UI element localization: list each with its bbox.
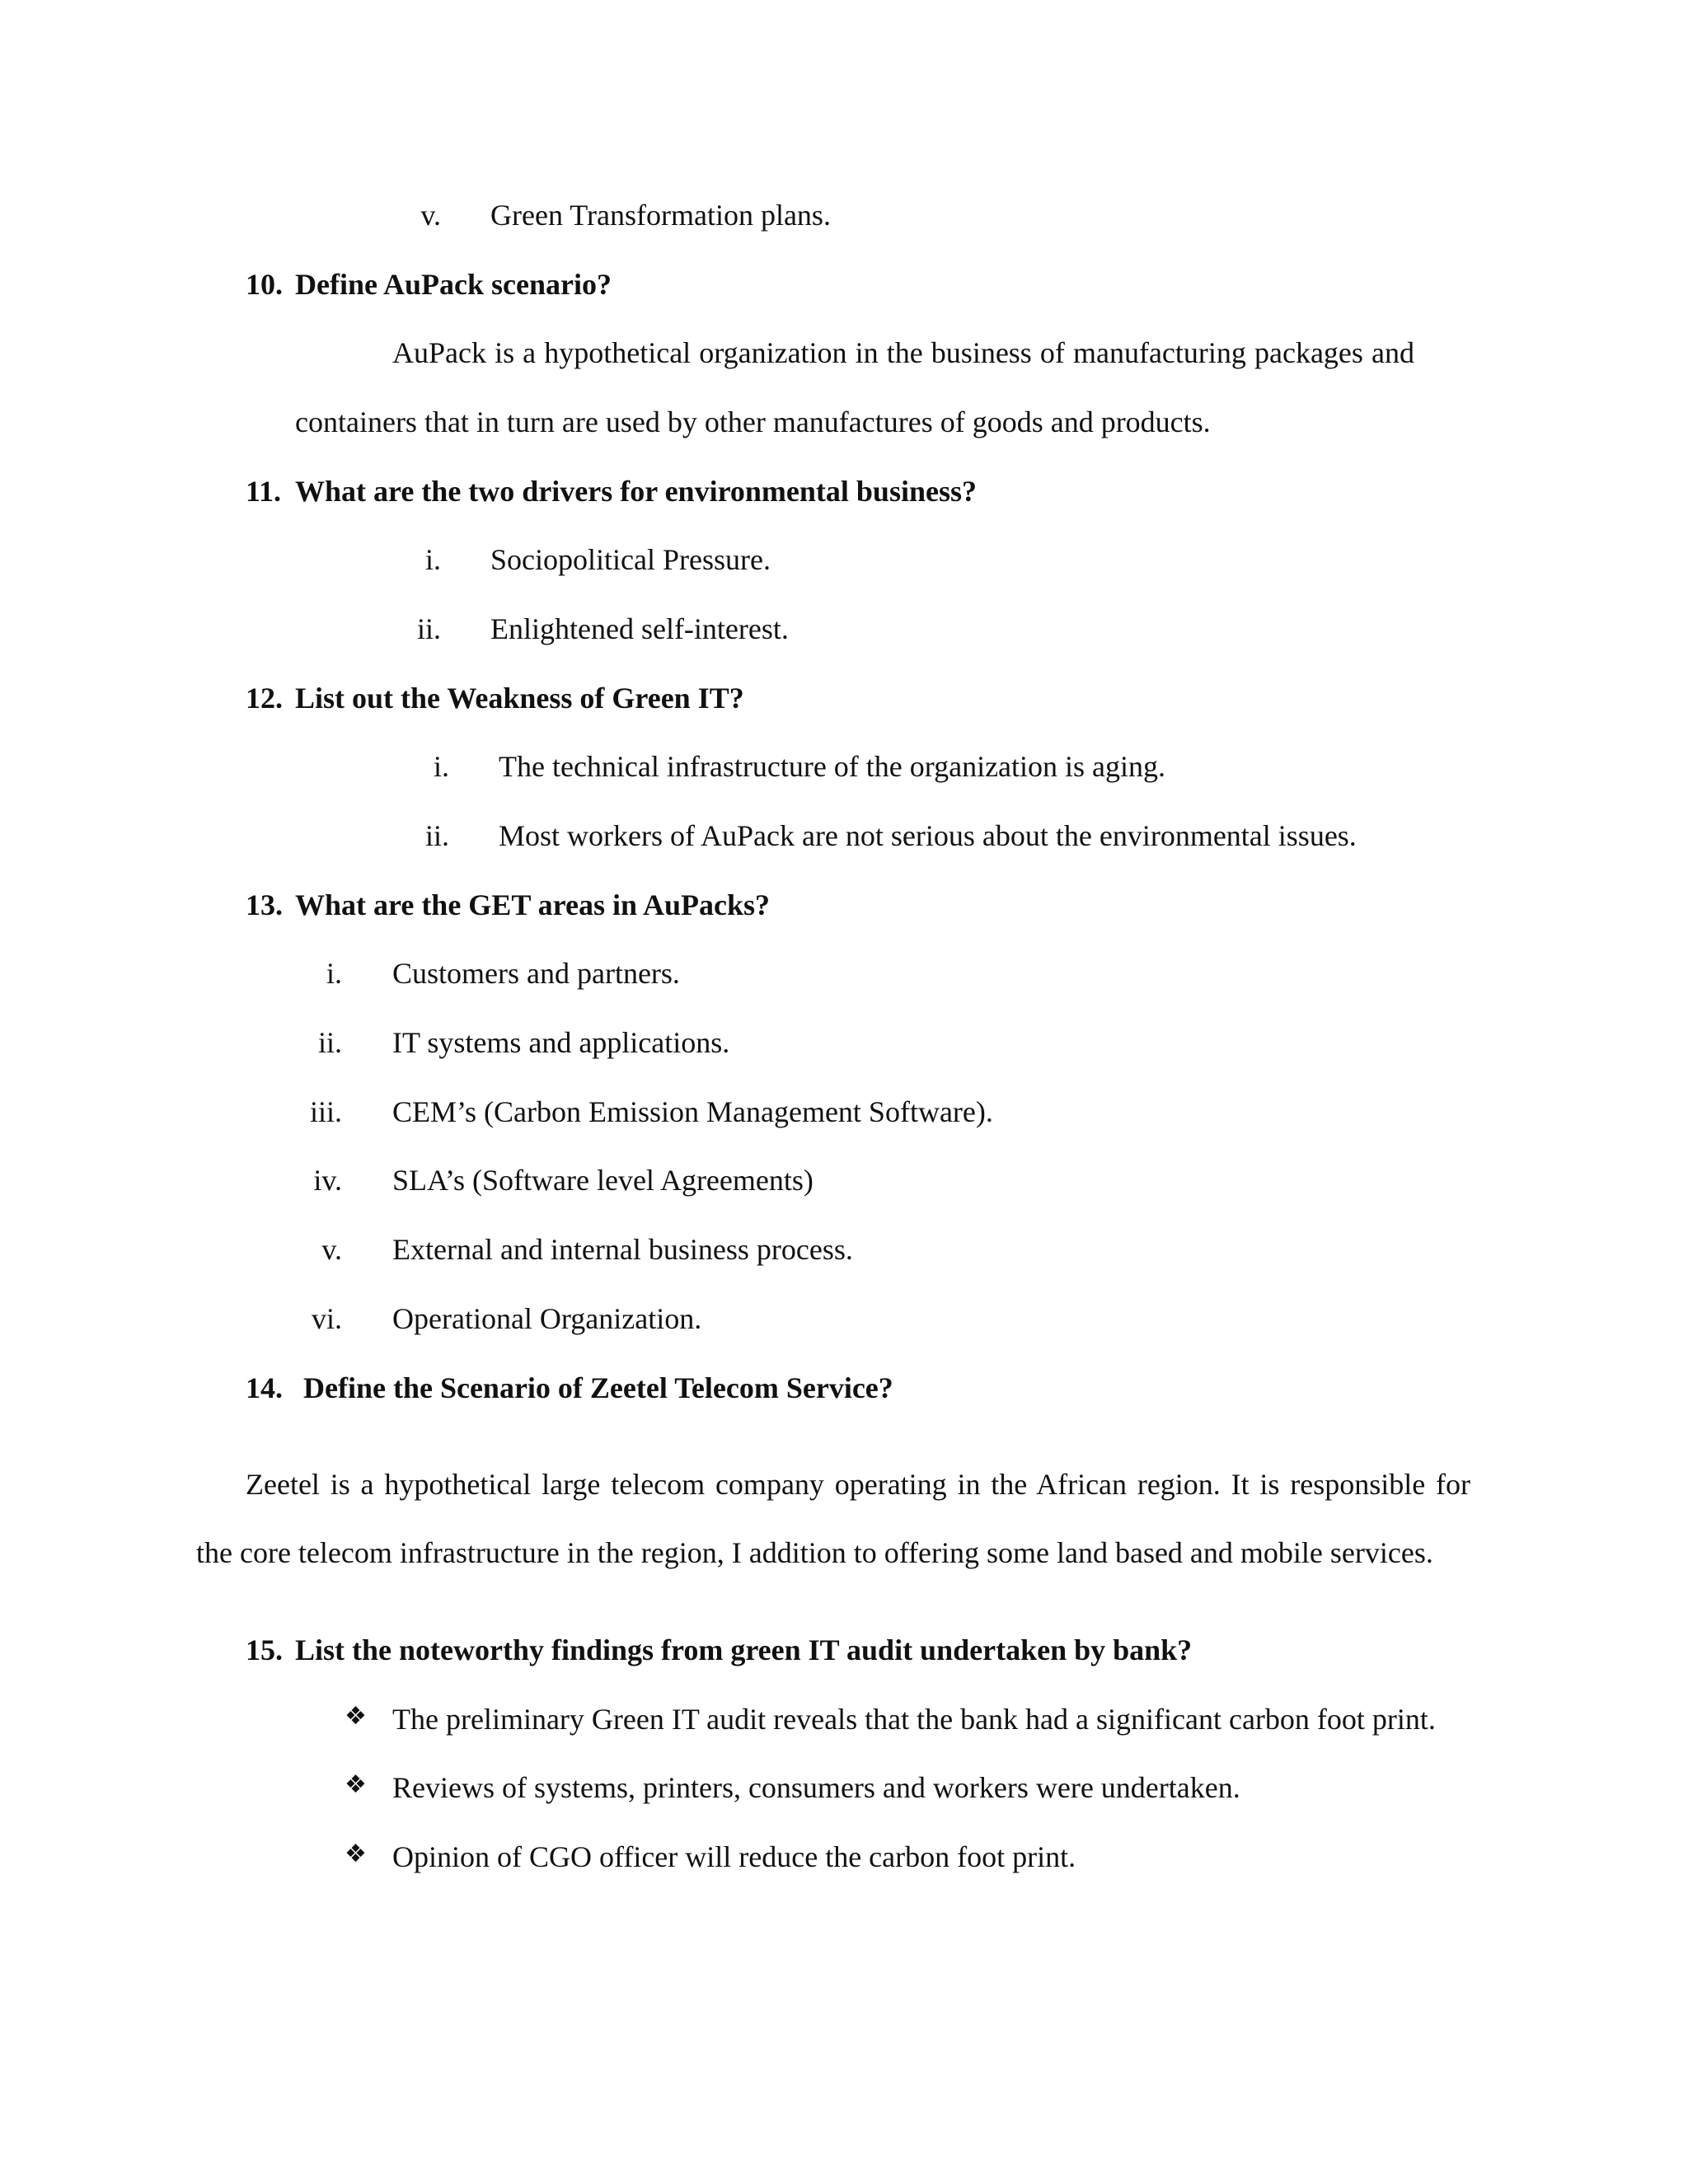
diamond-bullet-icon: ❖ (345, 1770, 367, 1799)
question-number: 15. (246, 1633, 283, 1666)
question-heading: What are the two drivers for environmental business? (295, 475, 977, 508)
question-heading: Define the Scenario of Zeetel Telecom Service? (303, 1371, 893, 1404)
question-number: 11. (246, 475, 282, 508)
list-number: i. (433, 750, 449, 783)
list-item-text: Operational Organization. (392, 1302, 702, 1335)
list-number: i. (326, 957, 342, 990)
list-item-text: Sociopolitical Pressure. (490, 543, 771, 576)
bullet-item-text: Opinion of CGO officer will reduce the carbon foot print. (392, 1840, 1076, 1873)
list-item-text: Customers and partners. (392, 957, 680, 990)
list-item-text: The technical infrastructure of the organization is aging. (499, 750, 1166, 783)
list-item-text: CEM’s (Carbon Emission Management Software). (392, 1095, 993, 1128)
diamond-bullet-icon: ❖ (345, 1702, 367, 1731)
question-number: 13. (246, 888, 283, 921)
bullet-item-text: The preliminary Green IT audit reveals that the bank had a significant carbon foot print. (392, 1703, 1436, 1736)
list-item-text: Enlightened self-interest. (490, 612, 789, 645)
list-item-text: External and internal business process. (392, 1233, 853, 1266)
list-number: iv. (313, 1164, 342, 1197)
list-item-text: Green Transformation plans. (490, 199, 831, 232)
question-number: 10. (246, 268, 283, 301)
list-number: v. (321, 1233, 342, 1266)
question-number: 12. (246, 682, 283, 715)
answer-paragraph-line: containers that in turn are used by other manufactures of goods and products. (295, 405, 1211, 438)
list-number: ii. (317, 1026, 342, 1059)
list-number: i. (424, 543, 441, 576)
list-number: ii. (416, 612, 441, 645)
list-number: v. (420, 199, 441, 232)
list-number: vi. (311, 1302, 342, 1335)
answer-paragraph-line: AuPack is a hypothetical organization in the business of manufacturing packages and (392, 336, 1414, 369)
question-heading: List out the Weakness of Green IT? (295, 682, 744, 715)
question-heading: List the noteworthy findings from green IT audit undertaken by bank? (295, 1633, 1193, 1666)
answer-paragraph-line: the core telecom infrastructure in the region, I addition to offering some land based and mobile services. (196, 1536, 1433, 1569)
bullet-item-text: Reviews of systems, printers, consumers and workers were undertaken. (392, 1771, 1240, 1804)
answer-paragraph-line: Zeetel is a hypothetical large telecom company operating in the African region. It is responsible for (246, 1468, 1470, 1501)
question-heading: What are the GET areas in AuPacks? (295, 888, 771, 921)
list-item-text: IT systems and applications. (392, 1026, 730, 1059)
diamond-bullet-icon: ❖ (345, 1840, 367, 1868)
list-item-text: Most workers of AuPack are not serious about the environmental issues. (499, 819, 1357, 852)
question-number: 14. (246, 1371, 283, 1404)
list-number: ii. (424, 819, 449, 852)
list-number: iii. (309, 1095, 342, 1128)
question-heading: Define AuPack scenario? (295, 268, 612, 301)
list-item-text: SLA’s (Software level Agreements) (392, 1164, 814, 1197)
